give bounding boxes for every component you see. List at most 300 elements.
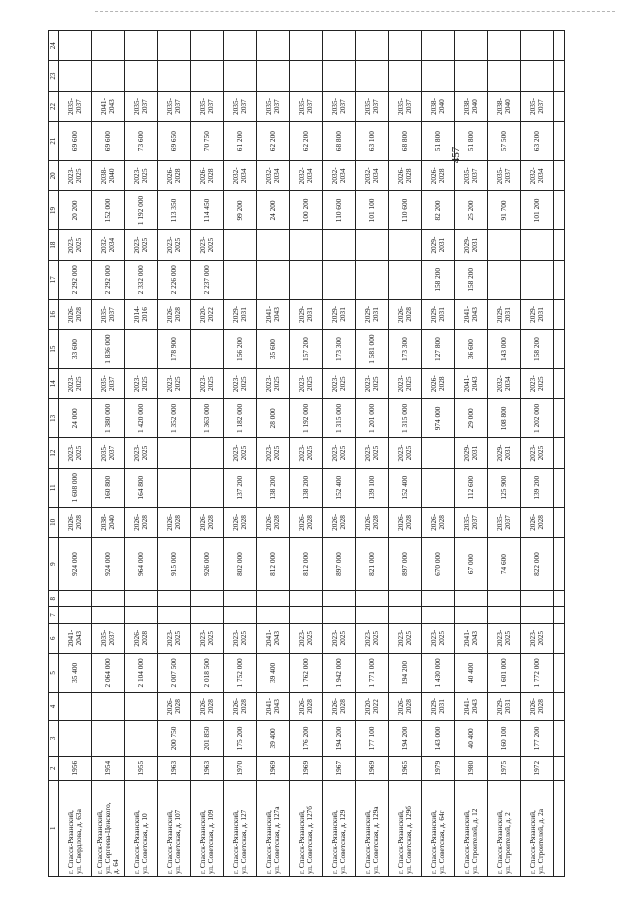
table-cell: 139 200 (521, 468, 554, 507)
table-cell: 51 800 (455, 122, 488, 161)
table-cell: 2026- 2028 (290, 692, 323, 720)
table-cell: 924 000 (92, 538, 125, 591)
table-cell: 176 200 (290, 721, 323, 757)
table-cell: 157 200 (290, 330, 323, 369)
table-cell (191, 591, 224, 607)
table-cell: 2041- 2043 (455, 369, 488, 399)
data-table (48, 30, 565, 877)
table-cell: 2029- 2031 (488, 692, 521, 720)
table-cell: 139 100 (356, 468, 389, 507)
table-cell (224, 31, 257, 62)
address-cell: г. Спасск-Рязанский, ул. Строителей, д. 2 (488, 780, 521, 876)
table-cell: 138 200 (290, 468, 323, 507)
column-number: 10 (49, 507, 59, 537)
table-cell (224, 61, 257, 91)
table-cell (356, 591, 389, 607)
table-cell: 2035- 2037 (455, 161, 488, 191)
table-cell: 2035- 2037 (488, 507, 521, 537)
table-cell: 2026- 2028 (59, 507, 92, 537)
table-cell: 2023- 2025 (59, 230, 92, 260)
table-cell: 2035- 2037 (389, 91, 422, 121)
table-cell: 2023- 2025 (290, 623, 323, 653)
table-cell (554, 399, 565, 438)
table-cell: 137 200 (224, 468, 257, 507)
column-number-row (49, 31, 59, 877)
table-cell: 178 900 (158, 330, 191, 369)
table-cell: 2023- 2025 (389, 623, 422, 653)
table-cell: 63 200 (521, 122, 554, 161)
table-cell: 158 200 (422, 260, 455, 299)
table-cell: 2041- 2043 (257, 623, 290, 653)
table-cell: 2029- 2031 (521, 299, 554, 329)
table-cell (257, 61, 290, 91)
table-cell: 2026- 2028 (224, 507, 257, 537)
table-cell: 2035- 2037 (290, 91, 323, 121)
table-cell: 2023- 2025 (356, 438, 389, 468)
table-cell: 802 000 (224, 538, 257, 591)
table-cell: 897 000 (389, 538, 422, 591)
table-cell: 1 836 000 (92, 330, 125, 369)
table-cell: 1970 (224, 756, 257, 780)
table-cell: 1 942 000 (323, 653, 356, 692)
table-cell (554, 369, 565, 399)
table-cell: 101 100 (356, 191, 389, 230)
table-cell: 1965 (389, 756, 422, 780)
table-cell (125, 31, 158, 62)
table-row (59, 31, 92, 877)
column-number: 9 (49, 538, 59, 591)
table-cell: 2023- 2025 (422, 623, 455, 653)
table-cell: 2035- 2037 (323, 91, 356, 121)
table-cell (554, 91, 565, 121)
table-cell: 2026- 2028 (422, 507, 455, 537)
table-row (323, 31, 356, 877)
table-cell: 2023- 2025 (125, 369, 158, 399)
table-row (488, 31, 521, 877)
table-cell: 36 600 (455, 330, 488, 369)
table-cell (92, 721, 125, 757)
table-row (158, 31, 191, 877)
table-cell (92, 31, 125, 62)
table-cell (158, 61, 191, 91)
table-cell (554, 161, 565, 191)
page-number: 457 (450, 146, 462, 164)
table-cell: 2032- 2034 (224, 161, 257, 191)
table-cell: 1979 (422, 756, 455, 780)
table-cell (488, 260, 521, 299)
table-cell: 175 200 (224, 721, 257, 757)
table-cell: 69 600 (92, 122, 125, 161)
table-row (521, 31, 554, 877)
table-cell (59, 61, 92, 91)
table-cell: 177 200 (521, 721, 554, 757)
address-cell: г. Спасск-Рязанский, ул. Советская, д. 109 (191, 780, 224, 876)
table-cell: 2023- 2025 (356, 623, 389, 653)
table-cell: 2023- 2025 (158, 230, 191, 260)
table-cell: 63 100 (356, 122, 389, 161)
table-cell: 2023- 2025 (224, 438, 257, 468)
table-cell: 2035- 2037 (59, 91, 92, 121)
table-cell (290, 260, 323, 299)
table-cell (191, 330, 224, 369)
address-cell: г. Спасск-Рязанский, ул. Советская, д. 10 (125, 780, 158, 876)
table-cell: 1972 (521, 756, 554, 780)
table-cell (521, 260, 554, 299)
table-cell: 2029- 2031 (488, 438, 521, 468)
table-cell: 1954 (92, 756, 125, 780)
table-cell: 2026- 2028 (356, 507, 389, 537)
column-number: 8 (49, 591, 59, 607)
table-cell (389, 591, 422, 607)
table-cell (422, 438, 455, 468)
table-cell: 974 000 (422, 399, 455, 438)
table-cell (521, 591, 554, 607)
table-cell (224, 230, 257, 260)
table-cell (554, 780, 565, 876)
table-cell (422, 607, 455, 623)
table-cell: 69 650 (158, 122, 191, 161)
address-cell: г. Спасск-Рязанский, ул. Свердлова, д. 63а (59, 780, 92, 876)
table-row (356, 31, 389, 877)
table-cell: 924 000 (59, 538, 92, 591)
table-cell (488, 607, 521, 623)
table-cell (455, 31, 488, 62)
table-cell: 2026- 2028 (257, 507, 290, 537)
table-cell: 2035- 2037 (257, 91, 290, 121)
column-number: 6 (49, 623, 59, 653)
table-cell: 138 200 (257, 468, 290, 507)
table-cell: 2026- 2028 (125, 623, 158, 653)
table-cell (422, 31, 455, 62)
column-number: 18 (49, 230, 59, 260)
address-cell: г. Спасск-Рязанский, ул. Советская, д. 127 (224, 780, 257, 876)
table-cell: 152 400 (389, 468, 422, 507)
table-cell: 2026- 2028 (158, 692, 191, 720)
table-cell (257, 591, 290, 607)
table-cell: 2026- 2028 (158, 299, 191, 329)
table-cell: 99 200 (224, 191, 257, 230)
table-cell (455, 591, 488, 607)
table-cell (389, 61, 422, 91)
table-cell: 1975 (488, 756, 521, 780)
table-cell: 24 200 (257, 191, 290, 230)
table-cell: 2026- 2028 (422, 369, 455, 399)
table-cell: 2035- 2037 (488, 161, 521, 191)
table-cell: 2029- 2031 (422, 230, 455, 260)
table-cell (59, 591, 92, 607)
table-cell (356, 31, 389, 62)
table-row (455, 31, 488, 877)
table-cell (92, 591, 125, 607)
table-row (389, 31, 422, 877)
table-cell: 2035- 2037 (92, 299, 125, 329)
table-row (257, 31, 290, 877)
table-cell: 2026- 2028 (389, 507, 422, 537)
table-cell (554, 438, 565, 468)
table-cell: 40 400 (455, 653, 488, 692)
table-cell (290, 607, 323, 623)
address-cell: г. Спасск-Рязанский, ул. Советская, д. 107 (158, 780, 191, 876)
table-cell: 194 200 (323, 721, 356, 757)
table-cell (554, 756, 565, 780)
table-cell: 1 762 000 (290, 653, 323, 692)
table-cell: 1 380 000 (92, 399, 125, 438)
table-cell: 1 363 000 (191, 399, 224, 438)
table-cell: 177 100 (356, 721, 389, 757)
table-cell: 1 315 000 (323, 399, 356, 438)
column-number: 22 (49, 91, 59, 121)
table-cell: 2041- 2043 (455, 692, 488, 720)
table-cell (290, 31, 323, 62)
table-cell: 1 771 000 (356, 653, 389, 692)
table-cell: 101 200 (521, 191, 554, 230)
table-cell: 110 600 (389, 191, 422, 230)
table-cell: 821 000 (356, 538, 389, 591)
table-cell (323, 230, 356, 260)
table-cell: 2 104 000 (125, 653, 158, 692)
table-cell (92, 692, 125, 720)
table-cell (554, 653, 565, 692)
table-cell: 2035- 2037 (92, 438, 125, 468)
table-cell: 2023- 2025 (158, 623, 191, 653)
table-cell: 2029- 2031 (488, 299, 521, 329)
column-number: 12 (49, 438, 59, 468)
table-cell: 2032- 2034 (488, 369, 521, 399)
table-cell: 2023- 2025 (389, 438, 422, 468)
column-number: 13 (49, 399, 59, 438)
table-cell (125, 591, 158, 607)
table-cell: 68 800 (323, 122, 356, 161)
table-cell (323, 607, 356, 623)
table-cell: 2023- 2025 (290, 369, 323, 399)
table-cell (554, 260, 565, 299)
table-cell: 2026- 2028 (158, 507, 191, 537)
table-cell: 812 000 (290, 538, 323, 591)
table-cell (521, 607, 554, 623)
table-cell: 2023- 2025 (323, 438, 356, 468)
table-cell: 1 430 000 (422, 653, 455, 692)
table-cell: 40 400 (455, 721, 488, 757)
table-cell (323, 260, 356, 299)
table-cell: 20 200 (59, 191, 92, 230)
table-cell (422, 591, 455, 607)
column-number: 14 (49, 369, 59, 399)
table-cell: 1 752 000 (224, 653, 257, 692)
table-cell: 2023- 2025 (191, 623, 224, 653)
table-cell: 67 000 (455, 538, 488, 591)
table-cell (389, 260, 422, 299)
table-cell: 2023- 2025 (191, 230, 224, 260)
table-cell: 2023- 2025 (125, 161, 158, 191)
address-cell: г. Спасск-Рязанский, ул. Советская, д. 127б (290, 780, 323, 876)
table-cell: 2 292 000 (59, 260, 92, 299)
table-cell (356, 230, 389, 260)
table-cell (554, 507, 565, 537)
table-cell (488, 230, 521, 260)
table-row (191, 31, 224, 877)
table-cell: 82 200 (422, 191, 455, 230)
table-cell: 2 226 000 (158, 260, 191, 299)
table-cell (59, 721, 92, 757)
table-cell: 143 000 (422, 721, 455, 757)
table-cell: 2 018 500 (191, 653, 224, 692)
table-cell (158, 468, 191, 507)
table-cell: 2023- 2025 (290, 438, 323, 468)
table-cell: 964 000 (125, 538, 158, 591)
table-cell: 2029- 2031 (323, 299, 356, 329)
table-row (92, 31, 125, 877)
table-cell: 2023- 2025 (356, 369, 389, 399)
table-cell (191, 468, 224, 507)
table-cell: 2 237 000 (191, 260, 224, 299)
table-cell: 1 192 000 (125, 191, 158, 230)
column-number: 20 (49, 161, 59, 191)
address-cell: г. Спасск-Рязанский, ул. Советская, д. 127а (257, 780, 290, 876)
table-cell (59, 607, 92, 623)
table-cell: 2032- 2034 (521, 161, 554, 191)
table-cell: 160 800 (92, 468, 125, 507)
table-cell (554, 191, 565, 230)
table-cell: 2023- 2025 (323, 623, 356, 653)
table-cell: 25 200 (455, 191, 488, 230)
table-cell: 194 200 (389, 721, 422, 757)
table-cell: 2026- 2028 (191, 692, 224, 720)
table-cell (125, 721, 158, 757)
table-cell: 1969 (356, 756, 389, 780)
table-cell: 897 000 (323, 538, 356, 591)
table-cell (488, 31, 521, 62)
table-cell: 62 200 (290, 122, 323, 161)
table-cell: 2038- 2040 (422, 91, 455, 121)
table-cell: 1969 (290, 756, 323, 780)
table-cell: 2023- 2025 (389, 369, 422, 399)
table-cell (224, 260, 257, 299)
table-cell (554, 61, 565, 91)
column-number: 17 (49, 260, 59, 299)
table-cell: 1 192 000 (290, 399, 323, 438)
table-cell: 152 000 (92, 191, 125, 230)
table-cell: 152 400 (323, 468, 356, 507)
table-cell: 2038- 2040 (455, 91, 488, 121)
table-cell: 127 800 (422, 330, 455, 369)
address-cell: г. Спасск-Рязанский, ул. Советская, д. 64г (422, 780, 455, 876)
table-row (224, 31, 257, 877)
table-cell: 2023- 2025 (521, 369, 554, 399)
table-cell: 112 600 (455, 468, 488, 507)
scan-edge-line (95, 11, 615, 12)
table-cell: 670 000 (422, 538, 455, 591)
column-number: 4 (49, 692, 59, 720)
table-cell (191, 438, 224, 468)
address-cell: г. Спасск-Рязанский, ул. Строителей, д. 2а (521, 780, 554, 876)
table-cell: 2026- 2028 (224, 692, 257, 720)
table-cell (290, 230, 323, 260)
table-cell: 2026- 2028 (521, 507, 554, 537)
table-cell: 926 000 (191, 538, 224, 591)
table-cell: 33 600 (59, 330, 92, 369)
table-cell (389, 31, 422, 62)
table-cell: 1 201 000 (356, 399, 389, 438)
table-cell: 2026- 2028 (125, 507, 158, 537)
table-cell: 68 800 (389, 122, 422, 161)
table-cell: 2 292 000 (92, 260, 125, 299)
table-cell (224, 607, 257, 623)
table-cell: 2023- 2025 (224, 369, 257, 399)
table-cell: 1 581 000 (356, 330, 389, 369)
table-cell (554, 721, 565, 757)
table-cell (554, 538, 565, 591)
table-cell: 160 100 (488, 721, 521, 757)
table-cell (92, 61, 125, 91)
table-row (125, 31, 158, 877)
table-cell: 1980 (455, 756, 488, 780)
table-cell: 1 202 000 (521, 399, 554, 438)
table-cell (521, 230, 554, 260)
table-cell: 108 800 (488, 399, 521, 438)
table-cell: 2014- 2016 (125, 299, 158, 329)
table-cell (59, 692, 92, 720)
table-cell: 1 352 000 (158, 399, 191, 438)
table-cell: 2023- 2025 (59, 369, 92, 399)
table-cell: 1963 (158, 756, 191, 780)
address-cell: г. Спасск-Рязанский, ул. Советская, д. 129а (356, 780, 389, 876)
column-number: 2 (49, 756, 59, 780)
table-cell (455, 61, 488, 91)
table-row (290, 31, 323, 877)
table-cell: 2023- 2025 (521, 438, 554, 468)
table-cell: 2029- 2031 (224, 299, 257, 329)
table-cell: 2029- 2031 (422, 692, 455, 720)
table-cell: 2035- 2037 (356, 91, 389, 121)
address-cell: г. Спасск-Рязанский, ул. Строителей, д. 12 (455, 780, 488, 876)
column-number: 21 (49, 122, 59, 161)
table-cell (323, 61, 356, 91)
table-cell: 2026- 2028 (191, 507, 224, 537)
table-cell: 2020- 2022 (191, 299, 224, 329)
table-cell: 2032- 2034 (290, 161, 323, 191)
table-cell: 2023- 2025 (59, 161, 92, 191)
table-cell: 1 608 000 (59, 468, 92, 507)
table-cell (422, 468, 455, 507)
table-cell: 1 601 000 (488, 653, 521, 692)
table-cell: 2032- 2034 (92, 230, 125, 260)
table-cell (191, 607, 224, 623)
table-cell: 201 850 (191, 721, 224, 757)
table-cell (554, 330, 565, 369)
table-cell: 173 300 (323, 330, 356, 369)
table-cell (290, 591, 323, 607)
table-cell (389, 607, 422, 623)
table-cell: 2038- 2040 (92, 161, 125, 191)
table-cell: 1 315 000 (389, 399, 422, 438)
table-cell: 100 200 (290, 191, 323, 230)
table-cell: 114 450 (191, 191, 224, 230)
table-cell: 1 772 000 (521, 653, 554, 692)
table-cell (488, 591, 521, 607)
table-cell: 35 400 (59, 653, 92, 692)
column-number: 1 (49, 780, 59, 876)
table-cell: 73 600 (125, 122, 158, 161)
table-cell: 2023- 2025 (257, 438, 290, 468)
table-cell: 24 000 (59, 399, 92, 438)
table-cell: 2023- 2025 (521, 623, 554, 653)
table-cell: 91 700 (488, 191, 521, 230)
table-cell (158, 438, 191, 468)
table-cell: 2038- 2040 (92, 507, 125, 537)
table-cell: 69 600 (59, 122, 92, 161)
table-cell: 2029- 2031 (455, 230, 488, 260)
table-cell: 2032- 2034 (356, 161, 389, 191)
